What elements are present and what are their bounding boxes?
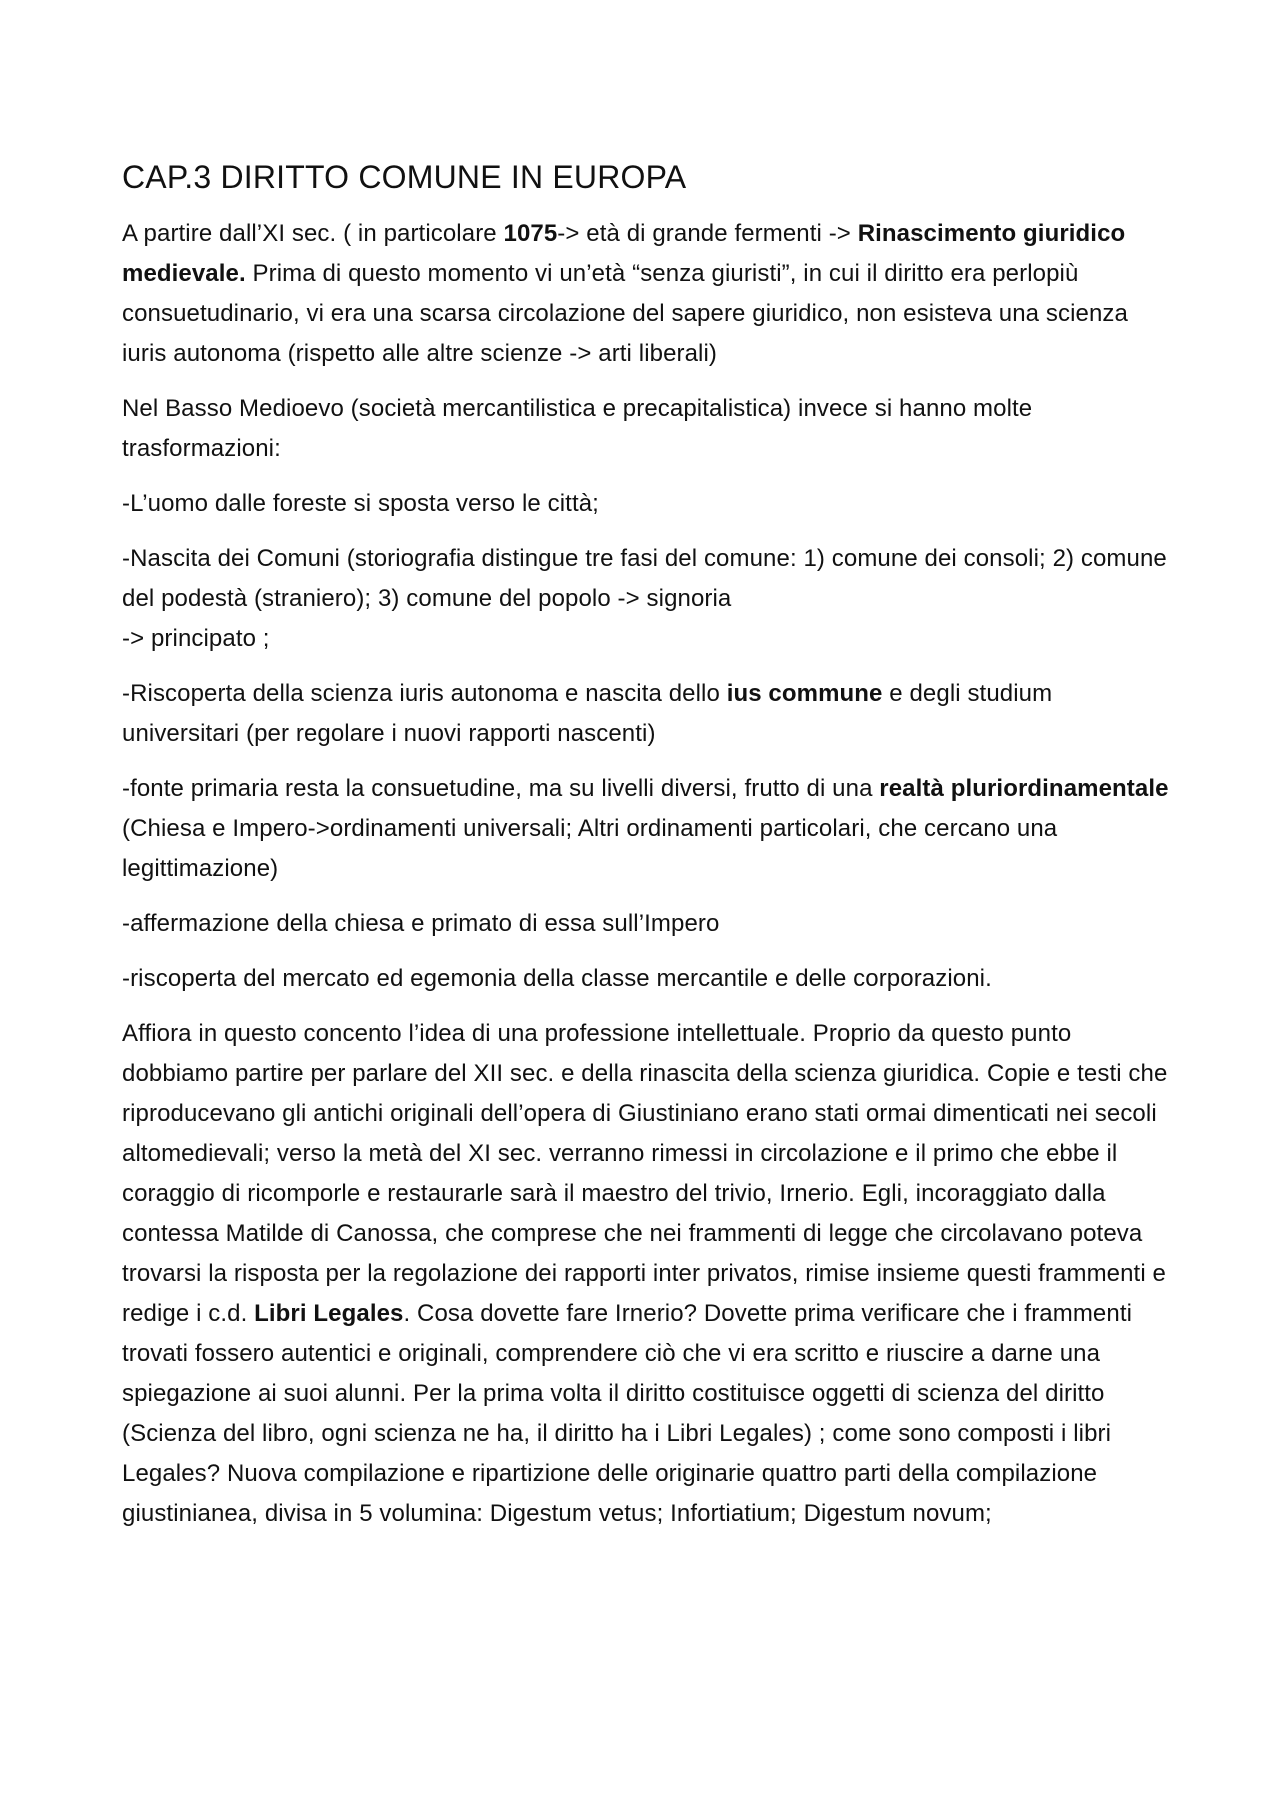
bold-span: Libri Legales [254,1300,404,1328]
text-span: Prima di questo momento vi un’età “senza giuristi”, in cui il diritto era perlopiù consuetudinario, vi era una scarsa circolazione del sapere giuridico, non esisteva una scienza iuris autonoma (rispetto alle altre scienze -> arti liberali) [122,260,1128,368]
paragraph-intro [122,214,1172,374]
list-item-chiesa: -affermazione della chiesa e primato di essa sull’Impero [122,910,720,938]
chapter-title: CAP.3 DIRITTO COMUNE IN EUROPA [122,159,687,195]
text-span: A partire dall’XI sec. ( in particolare [122,220,504,248]
text-span: -> età di grande fermenti -> [557,220,858,248]
text-span: -Riscoperta della scienza iuris autonoma e nascita dello [122,680,727,708]
document-page [122,158,1172,1549]
text-span: e degli studium universitari (per regolare i nuovi rapporti nascenti) [122,680,1053,748]
list-item-fonte [122,769,1172,889]
text-span: -fonte primaria resta la consuetudine, ma su livelli diversi, frutto di una [122,775,880,803]
bold-span: ius commune [726,680,883,708]
paragraph-basso-medioevo: Nel Basso Medioevo (società mercantilistica e precapitalistica) invece si hanno molte trasformazioni: [122,395,1033,463]
list-item-riscoperta [122,674,1172,754]
text-span: (Chiesa e Impero->ordinamenti universali; Altri ordinamenti particolari, che cercano una legittimazione) [122,815,1058,883]
list-item-mercato: -riscoperta del mercato ed egemonia della classe mercantile e delle corporazioni. [122,965,992,993]
text-span: -Nascita dei Comuni (storiografia distingue tre fasi del comune: 1) comune dei consoli; 2) comune del podestà (straniero); 3) comune del popolo -> signoria [122,545,1167,613]
paragraph-irnerio [122,1014,1172,1534]
text-span: Affiora in questo concento l’idea di una professione intellettuale. Proprio da questo punto dobbiamo partire per parlare del XII sec. e della rinascita della scienza giuridica. Copie e testi che riproducevano gli antichi originali dell’opera di Giustiniano erano stati ormai dimenticati nei secoli altomedievali; verso la metà del XI sec. verranno rimessi in circolazione e il primo che ebbe il coraggio di ricomporle e restaurarle sarà il maestro del trivio, Irnerio. Egli, incoraggiato dalla contessa Matilde di Canossa, che comprese che nei frammenti di legge che circolavano poteva trovarsi la risposta per la regolazione dei rapporti inter privatos, rimise insieme questi frammenti e redige i c.d. [122,1020,1168,1328]
text-span: -> principato ; [122,625,270,653]
bold-span: Rinascimento giuridico medievale. [122,220,1126,288]
text-span: . Cosa dovette fare Irnerio? Dovette prima verificare che i frammenti trovati fossero autentici e originali, comprendere ciò che vi era scritto e riuscire a darne una spiegazione ai suoi alunni. Per la prima volta il diritto costituisce oggetti di scienza del diritto (Scienza del libro, ogni scienza ne ha, il diritto ha i Libri Legales) ; come sono composti i libri Legales? Nuova compilazione e ripartizione delle originarie quattro parti della compilazione giustinianea, divisa in 5 volumina: Digestum vetus; Infortiatium; Digestum novum; [122,1300,1133,1528]
bold-span: 1075 [503,220,558,248]
bold-span: realtà pluriordinamentale [879,775,1169,803]
list-item-comuni [122,539,1172,659]
list-item-uomo: -L’uomo dalle foreste si sposta verso le città; [122,490,599,518]
